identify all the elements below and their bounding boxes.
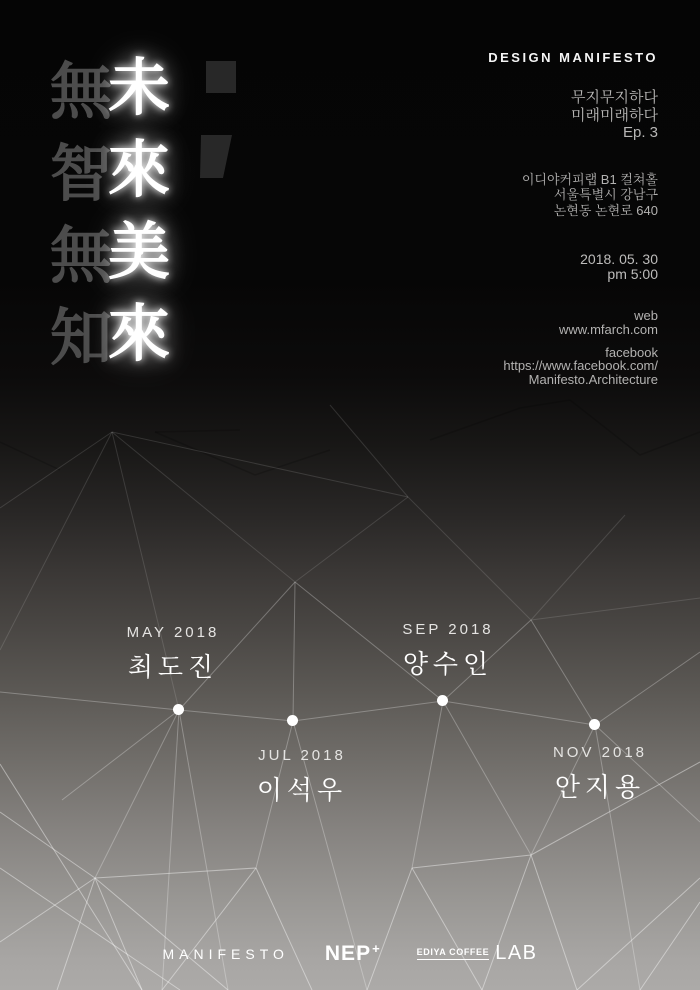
facebook-url: https://www.facebook.com/ (503, 358, 658, 374)
nep-plus-logo (325, 941, 381, 966)
lab-text: LAB (495, 942, 538, 964)
nep-text: NEP (324, 942, 372, 965)
glow-char: 來 (108, 136, 171, 205)
event-info-block (488, 50, 658, 387)
gray-char: 無 (50, 58, 113, 127)
glow-char: 來 (108, 300, 171, 369)
facebook-label: facebook (605, 345, 658, 360)
event-month: SEP 2018 (402, 621, 494, 638)
event-month: NOV 2018 (552, 744, 648, 761)
facebook-url: Manifesto.Architecture (528, 371, 658, 387)
venue-line: 논현동 논현로 640 (553, 202, 658, 218)
semicolon-mark (200, 61, 236, 178)
gray-char: 智 (50, 140, 113, 209)
brand-title: DESIGN MANIFESTO (488, 50, 658, 65)
web-label: web (634, 308, 658, 323)
web-contact (488, 310, 658, 337)
event-subtitle (488, 89, 658, 142)
venue-address (488, 172, 658, 219)
glow-char: 未 (108, 54, 171, 123)
ediya-coffee-text: EDIYA COFFEE (417, 947, 490, 960)
speaker-name: 양수인 (402, 649, 494, 679)
venue-line: 이디야커피랩 B1 컬쳐홀 (521, 171, 658, 187)
event-datetime (488, 252, 658, 282)
timeline-event-may (103, 624, 243, 684)
timeline-dot (589, 719, 600, 730)
web-url: www.mfarch.com (559, 321, 658, 337)
sponsor-logo-row (0, 941, 700, 966)
timeline-event-nov (530, 744, 670, 804)
timeline-dot (437, 695, 448, 706)
ediya-coffee-lab-logo (417, 942, 538, 965)
gray-char: 知 (50, 304, 113, 373)
speaker-name: 안지용 (554, 772, 646, 802)
timeline-dot (287, 715, 298, 726)
event-time: pm 5:00 (607, 266, 658, 282)
timeline-dot (173, 704, 184, 715)
timeline-event-sep (378, 621, 518, 681)
episode-number: Ep. 3 (622, 124, 658, 141)
timeline-event-jul (232, 747, 372, 807)
vertical-glow-characters (108, 48, 170, 376)
venue-line: 서울특별시 강남구 (553, 187, 658, 202)
gray-char: 無 (50, 222, 113, 291)
vertical-gray-characters (50, 52, 112, 380)
glow-char: 美 (108, 218, 171, 287)
subtitle-line: 미래미래하다 (571, 106, 658, 124)
event-month: JUL 2018 (258, 747, 346, 764)
facebook-contact (488, 347, 658, 387)
speaker-name: 최도진 (127, 652, 219, 682)
nep-plus-sign: + (372, 941, 381, 956)
manifesto-logo: MANIFESTO (162, 945, 289, 962)
event-date: 2018. 05. 30 (580, 251, 658, 267)
subtitle-line: 무지무지하다 (571, 89, 658, 106)
speaker-name: 이석우 (256, 775, 348, 805)
event-month: MAY 2018 (126, 624, 220, 641)
